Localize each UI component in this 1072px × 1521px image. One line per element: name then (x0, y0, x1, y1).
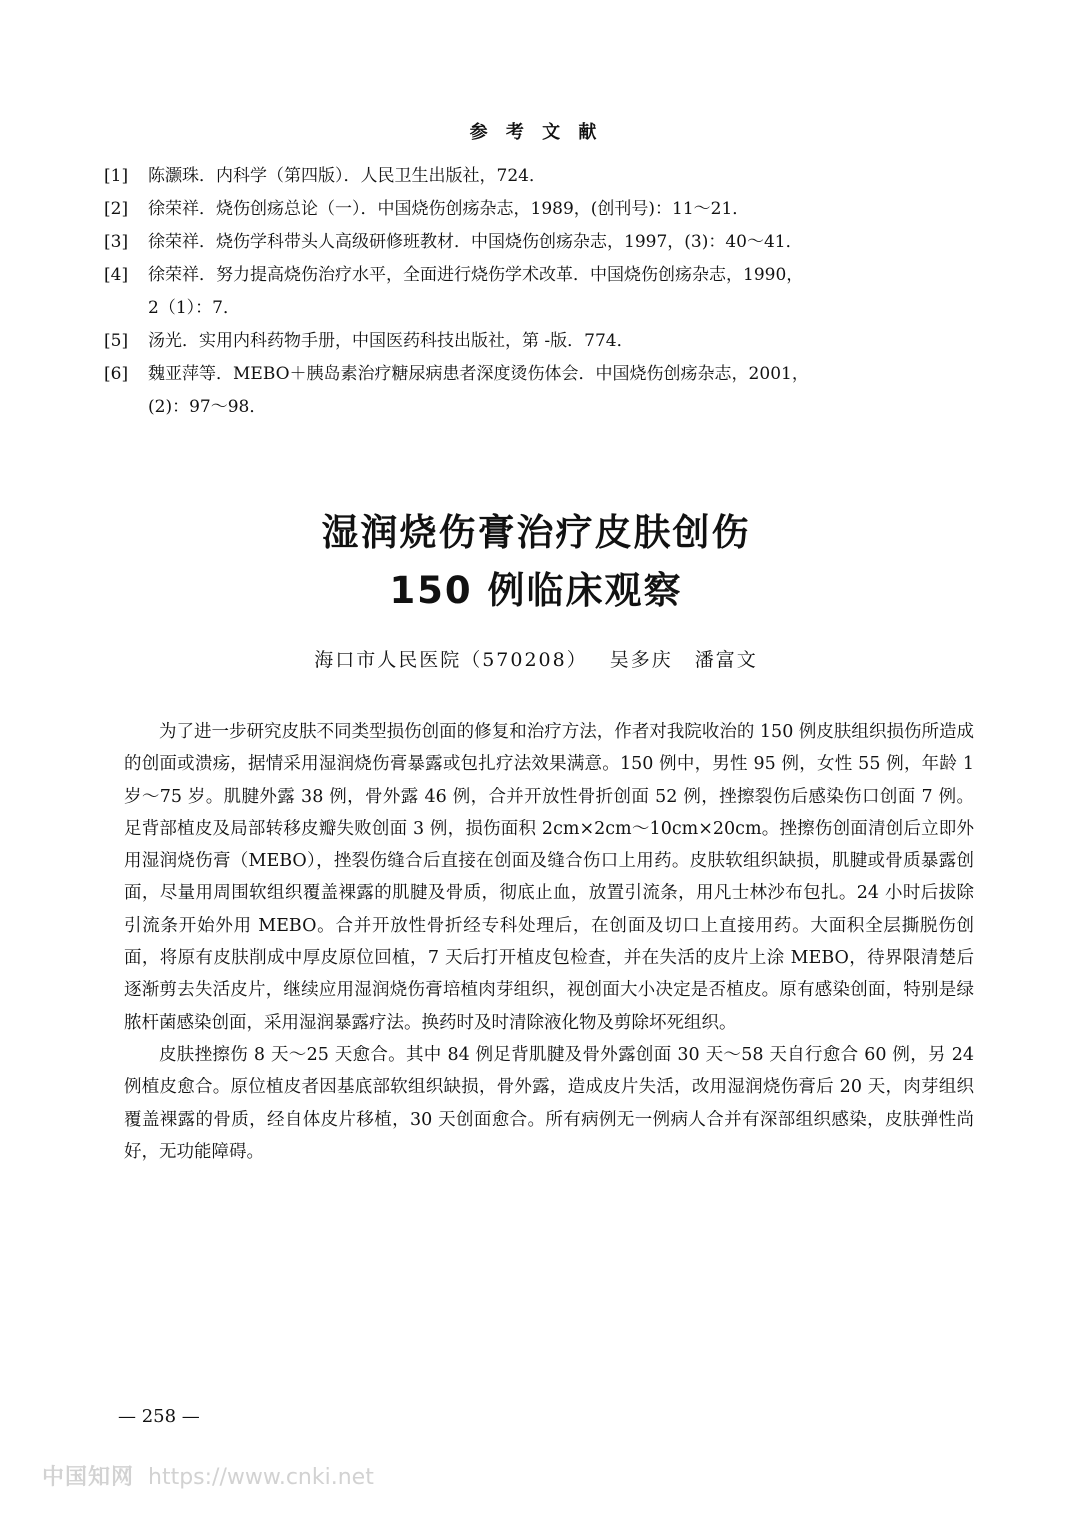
reference-item (104, 160, 984, 193)
reference-number: [6] (104, 364, 129, 384)
reference-item (104, 193, 984, 226)
article-title-line-1: 湿润烧伤膏治疗皮肤创伤 (321, 511, 751, 554)
reference-number: [5] (104, 331, 129, 351)
reference-number: [4] (104, 265, 129, 285)
references-heading: 参 考 文 献 (469, 122, 603, 143)
reference-item (104, 226, 984, 259)
article-body (124, 716, 974, 1168)
reference-item (104, 358, 984, 424)
reference-text: 魏亚萍等．MEBO＋胰岛素治疗糖尿病患者深度烫伤体会．中国烧伤创疡杂志，2001， (148, 364, 809, 384)
reference-continuation: (2)：97～98． (148, 397, 267, 417)
page-number: — 258 — (118, 1406, 200, 1427)
body-paragraph: 皮肤挫擦伤 8 天～25 天愈合。其中 84 例足背肌腱及骨外露创面 30 天～58 天自行愈合 60 例，另 24 例植皮愈合。原位植皮者因基底部软组织缺损，骨外露，造成皮片失活，改用湿润烧伤膏后 20 天，肉芽组织覆盖裸露的骨质，经自体皮片移植，30 天创面愈合。所有病例无一例病人合并有深部组织感染，皮肤弹性尚好，无功能障碍。 (124, 1044, 974, 1162)
body-paragraph: 为了进一步研究皮肤不同类型损伤创面的修复和治疗方法，作者对我院收治的 150 例皮肤组织损伤所造成的创面或溃疡，据情采用湿润烧伤膏暴露或包扎疗法效果满意。150 例中，男性 95 例，女性 55 例，年龄 1 岁～75 岁。肌腱外露 38 例，骨外露 46 例，合并开放性骨折创面 52 例，挫擦裂伤后感染伤口创面 7 例。足背部植皮及局部转移皮瓣失败创面 3 例，损伤面积 2cm×2cm～10cm×20cm。挫擦伤创面清创后立即外用湿润烧伤膏（MEBO），挫裂伤缝合后直接在创面及缝合伤口上用药。皮肤软组织缺损，肌腱或骨质暴露创面，尽量用周围软组织覆盖裸露的肌腱及骨质，彻底止血，放置引流条，用凡士林沙布包扎。24 小时后拔除引流条开始外用 MEBO。合并开放性骨折经专科处理后，在创面及切口上直接用药。大面积全层撕脱伤创面，将原有皮肤削成中厚皮原位回植，7 天后打开植皮包检查，并在失活的皮片上涂 MEBO，待界限清楚后逐渐剪去失活皮片，继续应用湿润烧伤膏培植肉芽组织，视创面大小决定是否植皮。原有感染创面，特别是绿脓杆菌感染创面，采用湿润暴露疗法。换药时及时清除液化物及剪除坏死组织。 (124, 722, 974, 1033)
reference-text: 陈灏珠．内科学（第四版）．人民卫生出版社，724． (148, 166, 546, 186)
cnki-url: https://www.cnki.net (148, 1465, 374, 1490)
reference-number: [1] (104, 166, 129, 186)
reference-text: 徐荣祥．烧伤学科带头人高级研修班教材．中国烧伤创疡杂志，1997，(3)：40～41． (148, 232, 803, 252)
reference-text: 汤光．实用内科药物手册，中国医药科技出版社，第 -版．774． (148, 331, 634, 351)
reference-item (104, 259, 984, 325)
reference-item (104, 325, 984, 358)
cnki-watermark (42, 1460, 374, 1491)
article-title-line-2: 150 例临床观察 (389, 569, 683, 612)
reference-continuation: 2（1）：7． (148, 298, 240, 318)
reference-text: 徐荣祥．烧伤创疡总论（一）．中国烧伤创疡杂志，1989，(创刊号)：11～21． (148, 199, 750, 219)
reference-number: [2] (104, 199, 129, 219)
article-authors: 海口市人民医院（570208） 吴多庆 潘富文 (314, 649, 758, 671)
reference-text: 徐荣祥．努力提高烧伤治疗水平，全面进行烧伤学术改革．中国烧伤创疡杂志，1990， (148, 265, 804, 285)
reference-number: [3] (104, 232, 129, 252)
cnki-logo: 中国知网 (42, 1465, 135, 1490)
